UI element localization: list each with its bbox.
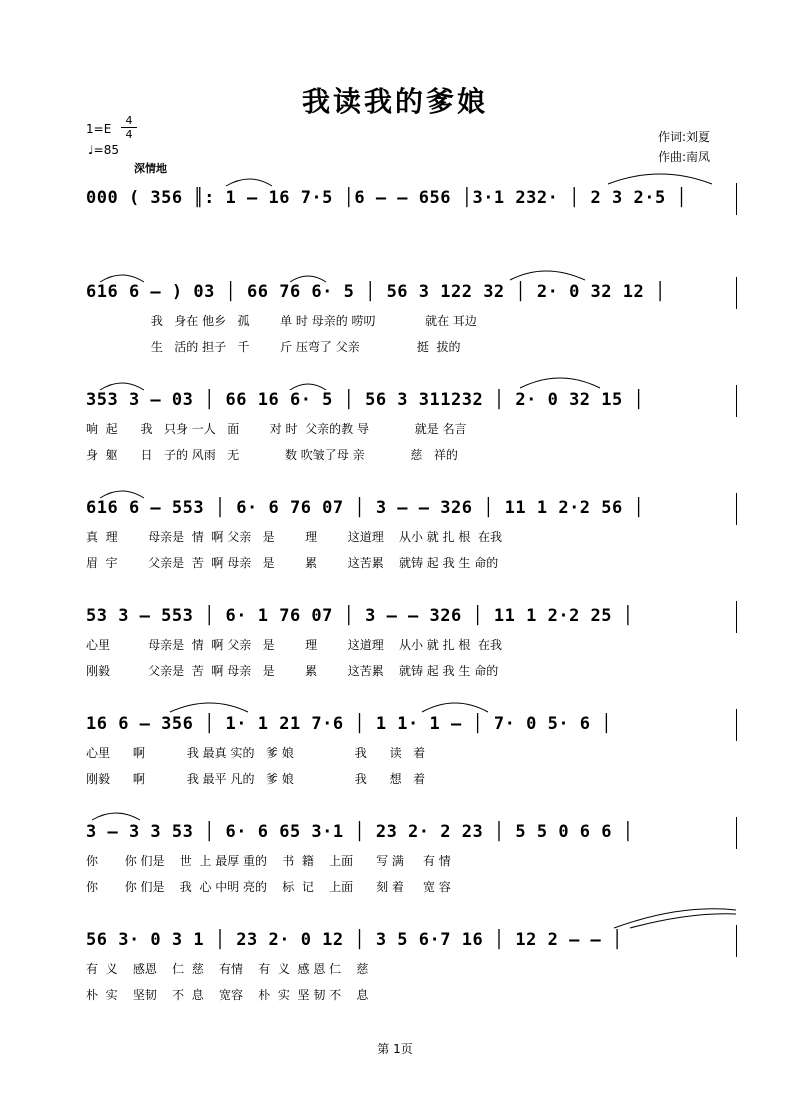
lyrics-verse-1: 心里 啊 我 最真 实的 爹 娘 我 读 着 <box>86 746 426 760</box>
notation-row: 16 6 — 356 │ 1· 1 21 7·6 │ 1 1· 1 — │ 7· 0 5· 6 │ <box>86 714 613 734</box>
slur-arc <box>290 276 326 282</box>
song-title: 我读我的爹娘 <box>301 85 488 118</box>
slur-arc <box>226 179 272 186</box>
slur-arc <box>100 275 144 282</box>
notation-row: 56 3· 0 3 1 │ 23 2· 0 12 │ 3 5 6·7 16 │ 12 2 — — │ <box>86 930 623 950</box>
time-signature-bottom: 4 <box>121 127 137 141</box>
lyrics-verse-2: 刚毅 啊 我 最平 凡的 爹 娘 我 想 着 <box>86 772 426 786</box>
slur-arc <box>170 703 248 712</box>
lyricist-credit: 作词:刘夏 <box>657 130 710 144</box>
slur-arc <box>520 378 600 388</box>
lyrics-verse-1: 你 你 们是 世 上 最厚 重的 书 籍 上面 写 满 有 情 <box>86 854 451 868</box>
slur-arc <box>630 914 736 928</box>
lyrics-verse-2: 眉 宇 父亲是 苦 啊 母亲 是 累 这苦累 就铸 起 我 生 命的 <box>86 556 499 570</box>
tempo-marking: ♩=85 <box>88 143 119 157</box>
notation-row: 616 6 — 553 │ 6· 6 76 07 │ 3 — — 326 │ 11 1 2·2 56 │ <box>86 498 645 518</box>
slur-arc <box>422 703 488 712</box>
slur-arc <box>510 271 585 280</box>
page-number: 第 1页 <box>377 1042 413 1056</box>
slur-arc <box>100 491 144 498</box>
slur-arc <box>92 813 140 820</box>
notation-row: 000 ( 356 ║: 1 — 16 7·5 │6 — — 656 │3·1 232· │ 2 3 2·5 │ <box>86 188 688 208</box>
notation-row: 616 6 — ) 03 │ 66 76 6· 5 │ 56 3 122 32 │ 2· 0 32 12 │ <box>86 282 666 302</box>
lyrics-verse-1: 有 义 感恩 仁 慈 有情 有 义 感 恩 仁 慈 <box>86 962 369 976</box>
notation-row: 3 — 3 3 53 │ 6· 6 65 3·1 │ 23 2· 2 23 │ 5 5 0 6 6 │ <box>86 822 634 842</box>
notation-row: 353 3 — 03 │ 66 16 6· 5 │ 56 3 311232 │ 2· 0 32 15 │ <box>86 390 645 410</box>
key-signature: 1=E <box>86 122 112 136</box>
notation-row: 53 3 — 553 │ 6· 1 76 07 │ 3 — — 326 │ 11 1 2·2 25 │ <box>86 606 634 626</box>
composer-credit: 作曲:南凤 <box>657 150 710 164</box>
slur-arc <box>290 384 326 390</box>
expression-marking: 深情地 <box>134 162 167 175</box>
slur-arc <box>100 383 144 390</box>
slur-arc <box>608 174 712 184</box>
lyrics-verse-2: 身 躯 日 子的 风雨 无 数 吹皱了母 亲 慈 祥的 <box>86 448 458 462</box>
lyrics-verse-1: 我 身在 他乡 孤 单 时 母亲的 唠叨 就在 耳边 <box>86 314 477 328</box>
lyrics-verse-2: 刚毅 父亲是 苦 啊 母亲 是 累 这苦累 就铸 起 我 生 命的 <box>86 664 499 678</box>
time-signature-top: 4 <box>125 114 133 127</box>
lyrics-verse-1: 响 起 我 只身 一人 面 对 时 父亲的教 导 就是 名言 <box>86 422 467 436</box>
lyrics-verse-2: 朴 实 坚韧 不 息 宽容 朴 实 坚 韧 不 息 <box>86 988 369 1002</box>
lyrics-verse-2: 生 活的 担子 千 斤 压弯了 父亲 挺 拔的 <box>86 340 461 354</box>
lyrics-verse-1: 真 理 母亲是 情 啊 父亲 是 理 这道理 从小 就 扎 根 在我 <box>86 530 503 544</box>
lyrics-verse-2: 你 你 们是 我 心 中明 亮的 标 记 上面 刻 着 宽 容 <box>86 880 451 894</box>
lyrics-verse-1: 心里 母亲是 情 啊 父亲 是 理 这道理 从小 就 扎 根 在我 <box>86 638 503 652</box>
